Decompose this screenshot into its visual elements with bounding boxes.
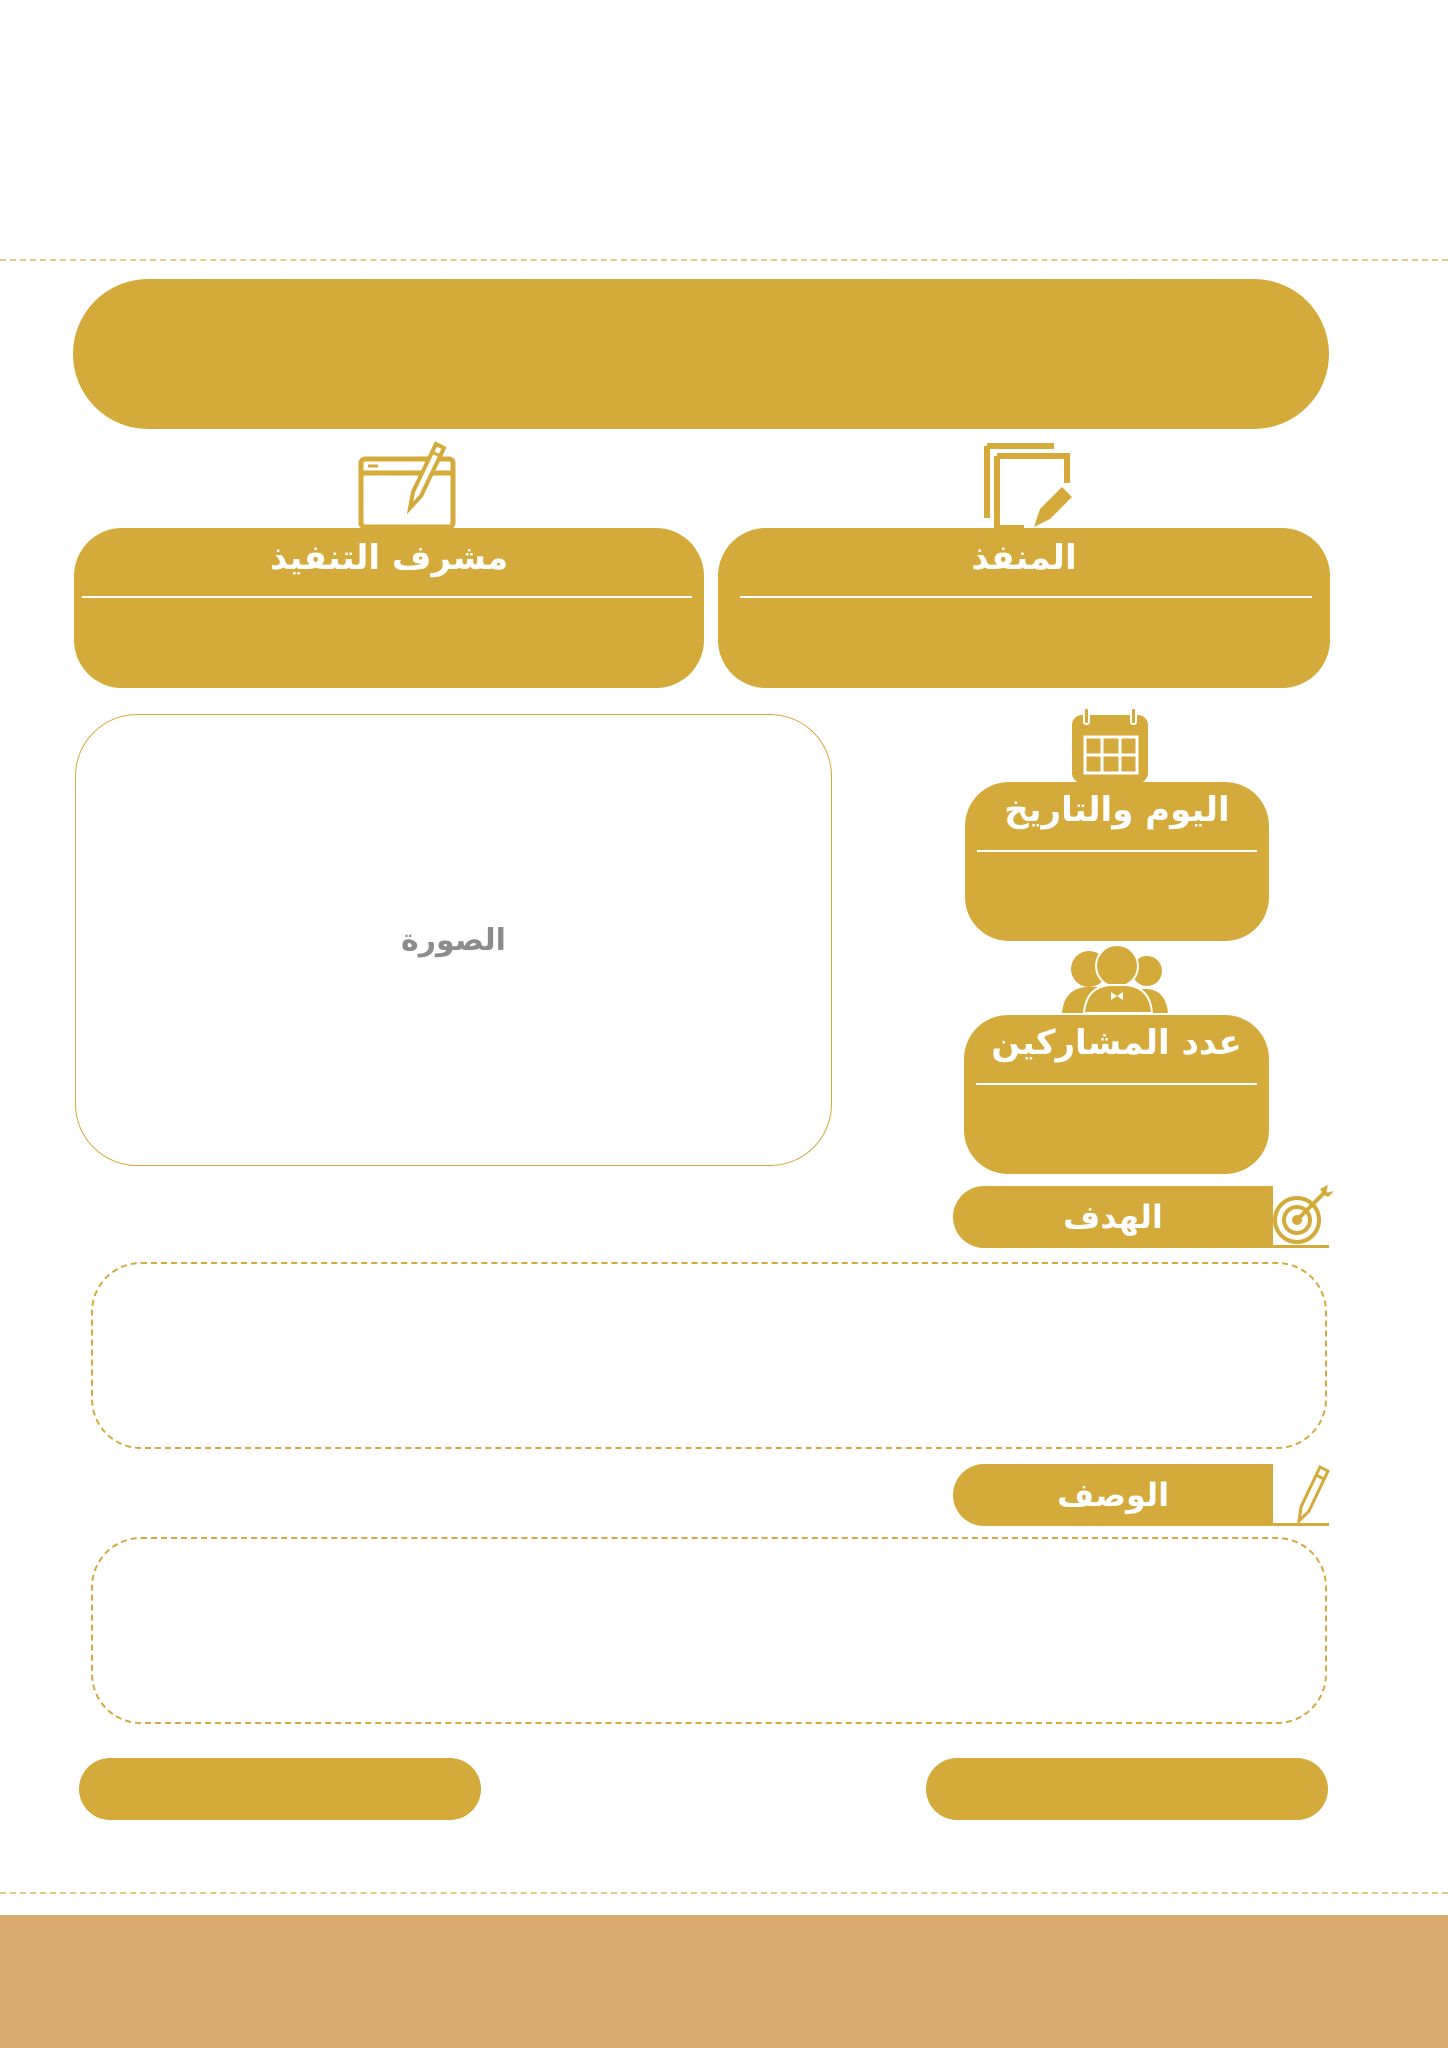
- goal-content-box[interactable]: [91, 1262, 1327, 1449]
- target-icon: [1272, 1183, 1336, 1245]
- supervisor-label: مشرف التنفيذ: [269, 538, 509, 578]
- supervisor-card: [74, 528, 704, 688]
- participants-input-line: [976, 1083, 1257, 1085]
- footer-band: [0, 1915, 1448, 2048]
- window-pencil-icon: [358, 438, 458, 530]
- top-divider: [0, 259, 1448, 261]
- participants-card: [964, 1015, 1269, 1174]
- signature-left: [79, 1758, 481, 1820]
- date-label: اليوم والتاريخ: [1004, 790, 1230, 830]
- executor-input-line: [740, 596, 1312, 598]
- photo-label: الصورة: [401, 922, 506, 958]
- goal-header: [953, 1186, 1273, 1248]
- page-title: [73, 279, 1329, 429]
- signature-left-label: [79, 1758, 481, 1820]
- description-header: [953, 1464, 1273, 1526]
- calendar-icon: [1070, 705, 1150, 785]
- title-bar: [73, 279, 1329, 429]
- signature-right-label: [926, 1758, 1328, 1820]
- photo-placeholder: [75, 714, 832, 1166]
- description-label: الوصف: [1056, 1476, 1170, 1514]
- goal-label: الهدف: [1063, 1198, 1163, 1236]
- executor-card: [718, 528, 1330, 688]
- supervisor-input-line: [82, 596, 692, 598]
- people-icon: [1060, 945, 1170, 1013]
- executor-label: المنفذ: [971, 538, 1077, 578]
- pencil-icon: [1296, 1463, 1330, 1525]
- signature-right: [926, 1758, 1328, 1820]
- goal-underline: [1273, 1245, 1329, 1248]
- date-card: [965, 782, 1269, 941]
- participants-label: عدد المشاركين: [991, 1023, 1242, 1063]
- description-content-box[interactable]: [91, 1537, 1327, 1724]
- document-pen-icon: [984, 443, 1074, 533]
- bottom-divider: [0, 1892, 1448, 1894]
- date-input-line: [977, 850, 1257, 852]
